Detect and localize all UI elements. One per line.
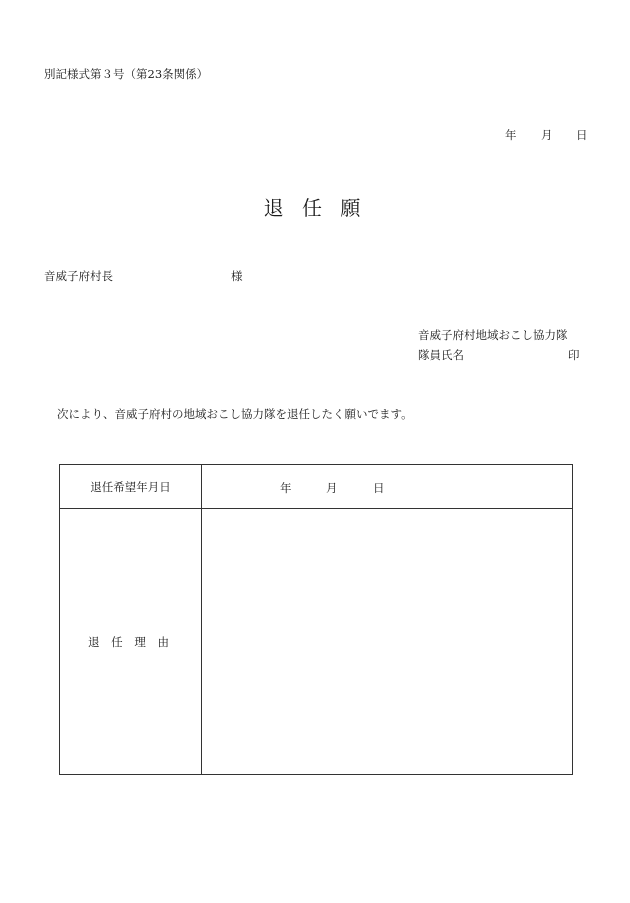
retirement-date-year-label: 年 [280, 481, 292, 495]
addressee-name: 音威子府村長 [44, 269, 113, 283]
retirement-reason-label: 退 任 理 由 [88, 634, 173, 649]
statement-text: 次により、音威子府村の地域おこし協力隊を退任したく願いでます。 [57, 407, 413, 421]
retirement-date-month-label: 月 [326, 481, 338, 495]
applicant-organization: 音威子府村地域おこし協力隊 [418, 328, 568, 342]
retirement-reason-field[interactable] [202, 509, 572, 774]
document-title: 退 任 願 [263, 196, 367, 220]
retirement-date-day-label: 日 [373, 481, 385, 495]
applicant-member-label: 隊員氏名 [418, 348, 464, 362]
date-month-label: 月 [541, 128, 553, 142]
date-year-label: 年 [505, 128, 517, 142]
application-table [59, 464, 573, 775]
seal-mark: 印 [568, 348, 580, 362]
form-number: 別記様式第３号（第23条関係） [44, 67, 209, 81]
date-day-label: 日 [576, 128, 588, 142]
retirement-date-label: 退任希望年月日 [90, 480, 171, 494]
addressee-honorific: 様 [231, 269, 243, 283]
